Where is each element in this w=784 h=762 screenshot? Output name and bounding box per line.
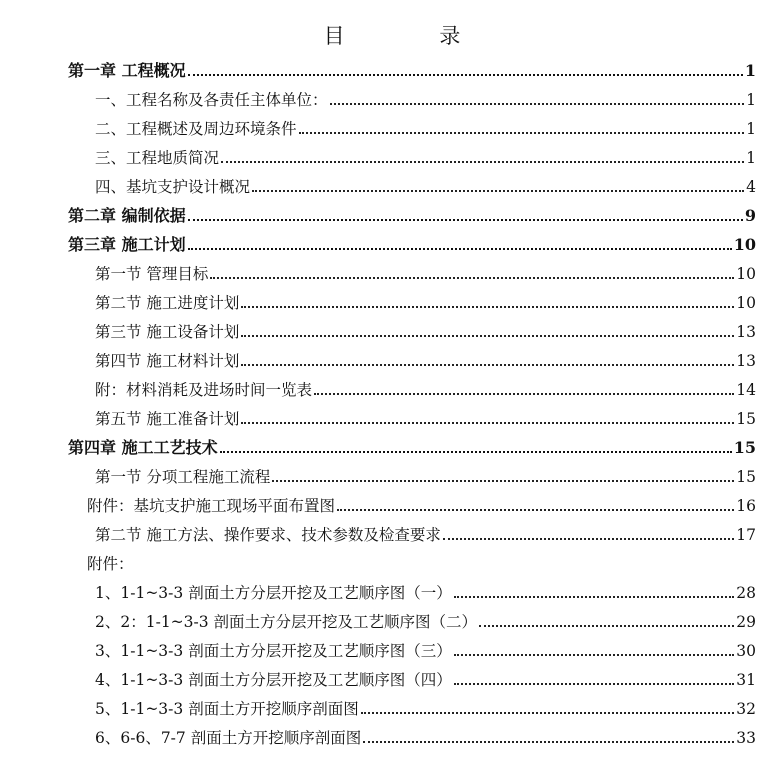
dot-leader <box>454 683 735 685</box>
toc-entry-page: 16 <box>736 497 756 515</box>
toc-entry[interactable] <box>95 256 756 284</box>
toc-entry-page: 32 <box>736 700 756 718</box>
dot-leader <box>188 74 743 76</box>
toc-entry-page: 1 <box>746 91 756 109</box>
toc-entry-label: 第四章 施工工艺技术 <box>68 438 218 457</box>
toc-entry-attachments-heading <box>87 546 756 574</box>
toc-entry[interactable] <box>95 633 756 661</box>
toc-entry-page: 15 <box>736 468 756 486</box>
toc-entry-label: 第二节 施工进度计划 <box>95 294 240 312</box>
dot-leader <box>241 306 734 308</box>
dot-leader <box>221 161 744 163</box>
dot-leader <box>241 364 734 366</box>
toc-entry[interactable] <box>95 517 756 545</box>
dot-leader <box>188 219 743 221</box>
toc-entry-label: 附：材料消耗及进场时间一览表 <box>95 381 313 399</box>
toc-entry-label: 1、1-1~3-3 剖面土方分层开挖及工艺顺序图（一） <box>95 584 452 602</box>
dot-leader <box>314 393 734 395</box>
toc-entry-label: 四、基坑支护设计概况 <box>95 178 251 196</box>
toc-entry[interactable] <box>95 575 756 603</box>
dot-leader <box>479 625 734 627</box>
toc-entry-page: 13 <box>736 352 756 370</box>
toc-entry[interactable] <box>95 459 756 487</box>
toc-entry-label: 三、工程地质简况 <box>95 149 220 167</box>
dot-leader <box>188 248 732 250</box>
toc-entry-label: 一、工程名称及各责任主体单位： <box>95 91 328 109</box>
toc-entry[interactable] <box>95 372 756 400</box>
toc-entry-page: 10 <box>733 235 756 254</box>
toc-entry-page: 10 <box>736 294 756 312</box>
toc-entry-page: 4 <box>746 178 756 196</box>
dot-leader <box>337 509 734 511</box>
toc-entry-label: 3、1-1~3-3 剖面土方分层开挖及工艺顺序图（三） <box>95 642 452 660</box>
toc-entry-page: 30 <box>736 642 756 660</box>
toc-entry-page: 15 <box>736 410 756 428</box>
toc-entry[interactable] <box>95 140 756 168</box>
toc-entry-page: 9 <box>744 206 756 225</box>
dot-leader <box>241 422 734 424</box>
toc-entry-label: 第五节 施工准备计划 <box>95 410 240 428</box>
dot-leader <box>299 132 745 134</box>
toc-entry-page: 15 <box>733 438 756 457</box>
toc-entry-label: 6、6-6、7-7 剖面土方开挖顺序剖面图 <box>95 729 362 747</box>
toc-entry-label: 5、1-1~3-3 剖面土方开挖顺序剖面图 <box>95 700 359 718</box>
toc-entry-page: 28 <box>736 584 756 602</box>
toc-entry-label: 第二章 编制依据 <box>68 206 186 225</box>
toc-entry-page: 29 <box>736 613 756 631</box>
dot-leader <box>330 103 745 105</box>
toc-entry[interactable] <box>95 82 756 110</box>
toc-entry[interactable] <box>95 169 756 197</box>
toc-entry[interactable] <box>95 343 756 371</box>
toc-entry-label: 第二节 施工方法、操作要求、技术参数及检查要求 <box>95 526 441 544</box>
toc-entry-page: 33 <box>736 729 756 747</box>
toc-entry[interactable] <box>95 314 756 342</box>
dot-leader <box>210 277 734 279</box>
toc-entry[interactable] <box>95 604 756 632</box>
toc-entry-chapter-2[interactable] <box>68 198 756 226</box>
toc-entry-label: 第三章 施工计划 <box>68 235 186 254</box>
toc-entry-page: 1 <box>746 120 756 138</box>
toc-entry-page: 10 <box>736 265 756 283</box>
dot-leader <box>220 451 732 453</box>
dot-leader <box>454 654 735 656</box>
toc-entry-label: 第一节 分项工程施工流程 <box>95 468 271 486</box>
toc-entry[interactable] <box>87 488 756 516</box>
toc-entry-label: 附件：基坑支护施工现场平面布置图 <box>87 497 336 515</box>
toc-entry-page: 1 <box>746 149 756 167</box>
dot-leader <box>361 712 735 714</box>
toc-entry-label: 第三节 施工设备计划 <box>95 323 240 341</box>
dot-leader <box>272 480 734 482</box>
toc-entry[interactable] <box>95 111 756 139</box>
toc-entry[interactable] <box>95 662 756 690</box>
toc-entry[interactable] <box>95 720 756 748</box>
toc-entry-page: 17 <box>736 526 756 544</box>
toc-entry-chapter-1[interactable] <box>68 53 756 81</box>
toc-entry[interactable] <box>95 285 756 313</box>
toc-entry-page: 14 <box>736 381 756 399</box>
toc-entry-page: 31 <box>736 671 756 689</box>
dot-leader <box>443 538 734 540</box>
toc-entry-label: 第四节 施工材料计划 <box>95 352 240 370</box>
toc-entry-label: 第一章 工程概况 <box>68 61 186 80</box>
toc-entry-chapter-4[interactable] <box>68 430 756 458</box>
toc-entry-label: 附件： <box>87 555 134 573</box>
toc-entry-page: 1 <box>744 61 756 80</box>
dot-leader <box>241 335 734 337</box>
dot-leader <box>252 190 744 192</box>
dot-leader <box>454 596 735 598</box>
toc-entry[interactable] <box>95 401 756 429</box>
toc-entry-label: 第一节 管理目标 <box>95 265 209 283</box>
toc-entry[interactable] <box>95 691 756 719</box>
toc-entry-label: 2、2：1-1~3-3 剖面土方分层开挖及工艺顺序图（二） <box>95 613 478 631</box>
toc-entry-label: 二、工程概述及周边环境条件 <box>95 120 297 138</box>
toc-entry-label: 4、1-1~3-3 剖面土方分层开挖及工艺顺序图（四） <box>95 671 452 689</box>
toc-entry-chapter-3[interactable] <box>68 227 756 255</box>
toc-entry-page: 13 <box>736 323 756 341</box>
dot-leader <box>363 741 734 743</box>
toc-title: 目 录 <box>323 24 505 48</box>
